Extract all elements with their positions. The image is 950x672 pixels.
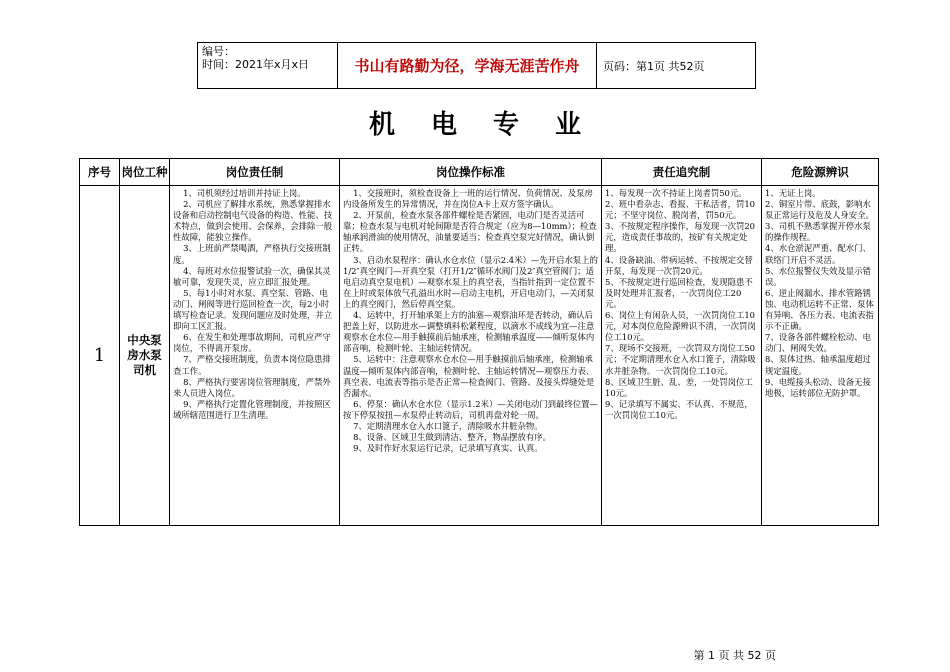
row-number: 1 <box>80 186 120 526</box>
list-item: 1、每发现一次不持证上岗者罚50元。 <box>605 188 747 198</box>
time-label: 时间：2021年x月x日 <box>202 58 310 71</box>
list-item: 8、区域卫生脏、乱、差，一处罚岗位工10元。 <box>605 376 753 398</box>
header-cell-accountability: 责任追究制 <box>602 159 762 186</box>
header-cell-hazards: 危险源辨识 <box>762 159 879 186</box>
responsibility-cell <box>170 186 340 526</box>
list-item: 4、设备缺油、带病运转、不按规定交替开泵，每发现一次罚20元。 <box>605 254 753 276</box>
list-item: 2、班中看杂志、看报、干私活者，罚10元；不坚守岗位、脱岗者，罚50元。 <box>605 199 755 221</box>
list-item: 8、设备、区域卫生做到清洁、整齐，物品摆放有序。 <box>353 432 552 443</box>
post-name: 中央泵房水泵司机 <box>120 186 170 526</box>
number-label: 编号： <box>202 45 235 58</box>
header-meta <box>198 43 338 88</box>
list-item: 5、不按规定进行巡回检查，发现隐患不及时处理并汇报者，一次罚岗位工20元。 <box>605 276 753 309</box>
list-item: 9、电缆接头松动、设备无接地极，运转部位无防护罩。 <box>765 376 871 398</box>
document-title: 机电专业 <box>368 110 617 140</box>
list-item: 7、设备各部件螺栓松动、电动门、闸阀失效。 <box>765 332 871 354</box>
list-item: 2、铜室片带、底鼓，影响水泵正常运行及危及人身安全。 <box>765 199 874 221</box>
list-item: 1、司机须经过培训并持证上岗。 <box>183 188 306 198</box>
list-item: 4、运转中，打开轴承架上方的油塞—观察油环是否转动，确认后把盖上好，以防进水—调整填料松紧程度，以滴水不成线为宜—注意观察水仓水位—用手触摸前后轴承座，检测轴承温度——倾听泵体内部音响，检测叶轮、主轴运转情况。 <box>343 310 595 354</box>
list-item: 2、司机应了解排水系统，熟悉掌握排水设备和启动控制电气设备的构造、性能、技术特点，做到会使用、会保养，会排除一般性故障，能独立操作。 <box>173 199 333 243</box>
list-item: 6、停泵：确认水仓水位（显示1.2米）—关闭电动门到最终位置—按下停泵按扭—水泵停止转动后，司机再盘对轮一周。 <box>343 398 598 420</box>
header-cell-operation: 岗位操作标准 <box>340 159 602 186</box>
list-item: 9、及时作好水泵运行记录，记录填写真实、认真。 <box>353 443 543 454</box>
header-cell-responsibility: 岗位责任制 <box>170 159 340 186</box>
list-item: 4、每班对水位报警试验一次，确保其灵敏可靠，发现失灵，应立即汇报处理。 <box>173 265 331 287</box>
list-item: 8、严格执行要害岗位管理制度，严禁外来人员进入岗位。 <box>173 376 331 398</box>
page-header-box <box>197 42 756 89</box>
table-header-row <box>80 159 879 186</box>
list-item: 5、每1小时对水泵、真空泵、管路、电动门、闸阀等进行巡回检查一次，每2小时填写检查记录。发现问题应及时处理，并立即向工区汇报。 <box>173 287 333 332</box>
list-item: 3、启动水泵程序：确认水仓水位（显示2.4米）—先开启水泵上的1/2″真空阀门—开真空泵（打开1/2″循环水阀门及2″真空管阀门；适电启动真空泵电机）—观察水泵上的真空表，当指针指到一定位置不在上时或泵体放气孔溢出水时—启动主电机，开启电动门，—关闭泵上的真空阀门，然后停真空泵。 <box>343 254 598 309</box>
list-item: 3、司机不熟悉掌握开停水泵的操作规程。 <box>765 221 871 243</box>
list-item: 1、无证上岗。 <box>765 188 821 198</box>
list-item: 2、开泵前，检查水泵各部件螺栓是否紧固，电动门是否灵活可靠；检查水泵与电机对轮间隙是否符合规定（应为8—10mm）；检查轴承润滑油的使用情况，油量要适当；检查真空泵完好情况，确认倒正转。 <box>343 210 597 254</box>
list-item: 6、逆止阀漏水、排水管路锈蚀、电动机运转不正常、泵体有异响、各压力表、电流表指示不正确。 <box>765 287 874 332</box>
operation-cell <box>340 186 602 526</box>
list-item: 3、上班前严禁喝酒，严格执行交接班制度。 <box>173 243 331 265</box>
list-item: 3、不按规定程序操作，每发现一次罚20元，造成责任事故的，按矿有关规定处理。 <box>605 221 755 254</box>
list-item: 1、交接班时，须检查设备上一班的运行情况、负荷情况、及泵房内设备所发生的异常情况，并在岗位A卡上双方签字确认。 <box>343 188 593 210</box>
list-item: 8、泵体过热、轴承温度超过规定温度。 <box>765 354 871 376</box>
header-cell-number: 序号 <box>80 159 120 186</box>
list-item: 9、记录填写不属实、不认真、不规范，一次罚岗位工10元。 <box>605 398 753 420</box>
list-item: 5、运转中：注意观察水仓水位—用手触摸前后轴承座，检测轴承温度—倾听泵体内部音响，检测叶轮、主轴运转情况—观察压力表、真空表、电流表等指示是否正常—检查阀门、管路、及接头焊缝处是否漏水。 <box>343 354 595 398</box>
list-item: 7、定期清理水仓入水口篦子，清除吸水井脏杂物。 <box>353 420 543 431</box>
accountability-cell <box>602 186 762 526</box>
responsibility-table <box>79 158 879 526</box>
list-item: 5、水位报警仪失效及显示错误。 <box>765 265 871 287</box>
list-item: 6、岗位上有闲杂人员，一次罚岗位工10元，对本岗位危险源辨识不清，一次罚岗位工10元。 <box>605 310 756 343</box>
header-page-label: 页码：第1页 共52页 <box>603 59 705 73</box>
header-slogan: 书山有路勤为径，学海无涯苦作舟 <box>338 43 597 88</box>
list-item: 7、现场不交接班，一次罚双方岗位工50元；不定期清理水仓入水口篦子，清除吸水井脏杂物。一次罚岗位工10元。 <box>605 343 756 376</box>
list-item: 6、在发生和处理事故期间，司机应严守岗位，不得离开泵房。 <box>173 332 331 354</box>
hazards-cell <box>762 186 879 526</box>
list-item: 7、严格交接班制度，负责本岗位隐患排查工作。 <box>173 354 331 376</box>
table-row <box>80 186 879 526</box>
header-cell-post: 岗位工种 <box>120 159 170 186</box>
list-item: 9、严格执行定置化管理制度，并按照区域所辖范围进行卫生清理。 <box>173 398 331 420</box>
list-item: 4、水仓淤泥严重、配水门、联络门开启不灵活。 <box>765 243 871 265</box>
page-footer: 第 1 页 共 52 页 <box>693 649 776 662</box>
